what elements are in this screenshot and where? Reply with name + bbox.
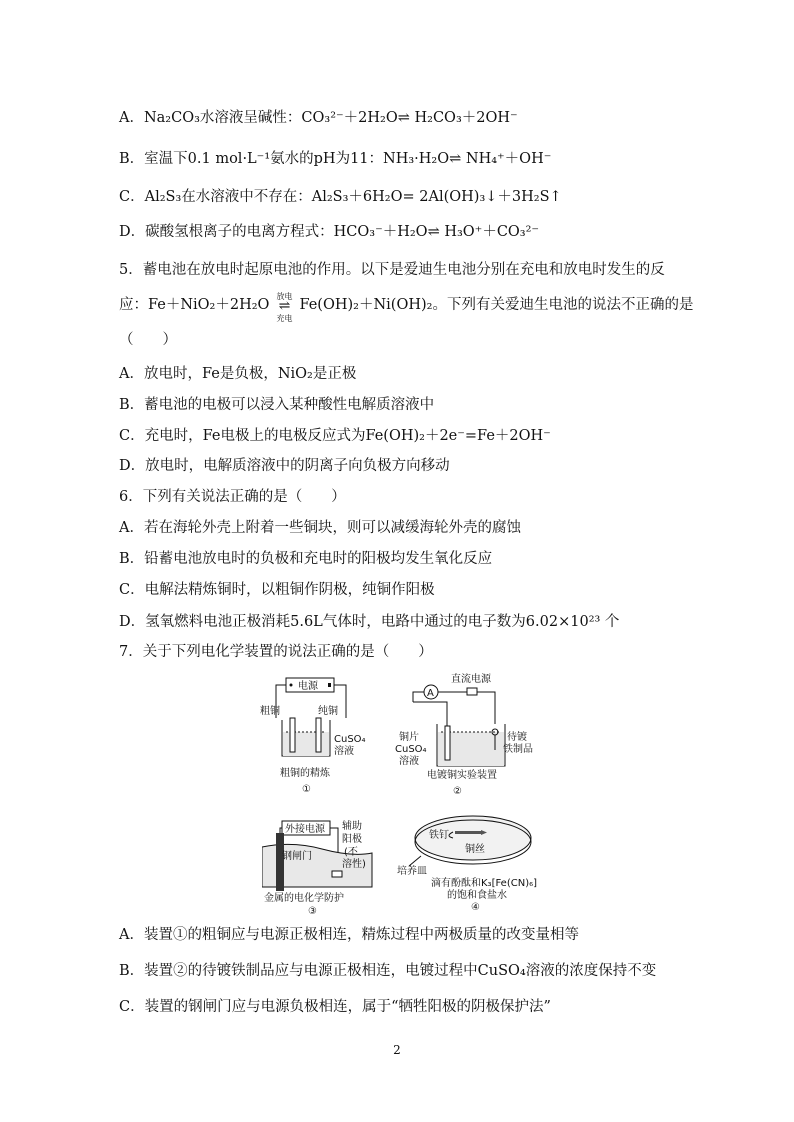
fig1-solution-label1: CuSO₄ xyxy=(334,734,366,745)
q6-option-b: B．铅蓄电池放电时的负极和充电时的阳极均发生氧化反应 xyxy=(119,551,493,567)
q5-stem-line1: 5．蓄电池在放电时起原电池的作用。以下是爱迪生电池分别在充电和放电时发生的反 xyxy=(119,262,665,278)
fig2-caption: 电镀铜实验装置 xyxy=(427,770,497,781)
fig1-caption: 粗铜的精炼 xyxy=(280,768,330,779)
fig3-aux-label2: 阳极 xyxy=(342,834,362,845)
q5-paren: （ ） xyxy=(119,332,177,348)
q4-option-d: D．碳酸氢根离子的电离方程式：HCO₃⁻＋H₂O⇌ H₃O⁺＋CO₃²⁻ xyxy=(119,224,540,240)
q4-option-a: A．Na₂CO₃水溶液呈碱性：CO₃²⁻＋2H₂O⇌ H₂CO₃＋2OH⁻ xyxy=(119,110,518,126)
fig2-left-label2: CuSO₄ xyxy=(395,744,427,755)
fig4-wire-label: 铜丝 xyxy=(465,844,485,855)
fig2-number: ② xyxy=(453,786,462,797)
figure-refining-copper xyxy=(258,676,368,798)
q5-option-a: A．放电时，Fe是负极，NiO₂是正极 xyxy=(119,366,357,382)
fig3-aux-label4: 溶性) xyxy=(342,859,366,870)
fig2-power-label: 直流电源 xyxy=(451,674,491,685)
fig3-aux-label1: 辅助 xyxy=(342,821,362,832)
q5-stem-line2: 应：Fe＋NiO₂＋2H₂O 放电 ⇌ 充电 Fe(OH)₂＋Ni(OH)₂。下列有关爱迪生电池的说法不正确的是 xyxy=(119,292,694,323)
fig3-power-label: 外接电源 xyxy=(285,824,325,835)
fig3-number: ③ xyxy=(308,906,317,915)
fig3-caption: 金属的电化学防护 xyxy=(264,893,344,904)
figure-electrochemical-protection xyxy=(262,815,392,915)
fig2-right-label2: 铁制品 xyxy=(503,744,533,755)
figure-copper-plating xyxy=(393,670,533,800)
fig1-left-label: 粗铜 xyxy=(260,706,280,717)
fig4-solution-label1: 滴有酚酞和K₃[Fe(CN)₆] xyxy=(431,878,538,889)
q7-option-b: B．装置②的待镀铁制品应与电源正极相连，电镀过程中CuSO₄溶液的浓度保持不变 xyxy=(119,963,657,979)
q7-option-a: A．装置①的粗铜应与电源正极相连，精炼过程中两极质量的改变量相等 xyxy=(119,927,579,943)
q6-option-d: D．氢氧燃料电池正极消耗5.6L气体时，电路中通过的电子数为6.02×10²³ 个 xyxy=(119,614,620,630)
fig1-power-label: 电源 xyxy=(298,681,318,692)
fig1-number: ① xyxy=(302,784,311,795)
q6-option-a: A．若在海轮外壳上附着一些铜块，则可以减缓海轮外壳的腐蚀 xyxy=(119,520,521,536)
fig4-dish-label: 培养皿 xyxy=(397,866,427,877)
q5-option-b: B．蓄电池的电极可以浸入某种酸性电解质溶液中 xyxy=(119,397,435,413)
fig2-meter-label: A xyxy=(427,688,434,699)
fig1-solution-label2: 溶液 xyxy=(334,746,354,757)
fig1-right-label: 纯铜 xyxy=(318,706,338,717)
figure-petri-dish xyxy=(395,810,545,910)
q5-option-c: C．充电时，Fe电极上的电极反应式为Fe(OH)₂＋2e⁻=Fe＋2OH⁻ xyxy=(119,428,551,444)
fig2-left-label1: 铜片 xyxy=(399,732,419,743)
q7-stem: 7．关于下列电化学装置的说法正确的是（ ） xyxy=(119,644,433,660)
fig3-gate-label: 钢闸门 xyxy=(282,851,312,862)
reversible-arrow: 放电 ⇌ 充电 xyxy=(276,292,293,323)
page-number: 2 xyxy=(393,1043,401,1057)
q6-stem: 6．下列有关说法正确的是（ ） xyxy=(119,489,346,505)
q6-option-c: C．电解法精炼铜时，以粗铜作阴极，纯铜作阳极 xyxy=(119,582,435,598)
fig2-left-label3: 溶液 xyxy=(399,756,419,767)
q4-option-c: C．Al₂S₃在水溶液中不存在：Al₂S₃＋6H₂O= 2Al(OH)₃↓＋3H₂S↑ xyxy=(119,189,562,205)
fig2-right-label1: 待镀 xyxy=(507,732,527,743)
q4-option-b: B．室温下0.1 mol·L⁻¹氨水的pH为11：NH₃·H₂O⇌ NH₄⁺＋OH⁻ xyxy=(119,151,552,167)
fig3-aux-label3: (不 xyxy=(344,847,358,858)
fig4-solution-label2: 的饱和食盐水 xyxy=(447,890,507,901)
fig4-nail-label: 铁钉 xyxy=(429,830,449,841)
fig4-number: ④ xyxy=(471,902,480,910)
q5-option-d: D．放电时，电解质溶液中的阴离子向负极方向移动 xyxy=(119,458,450,474)
q7-option-c: C．装置的钢闸门应与电源负极相连，属于“牺牲阳极的阴极保护法” xyxy=(119,999,551,1015)
